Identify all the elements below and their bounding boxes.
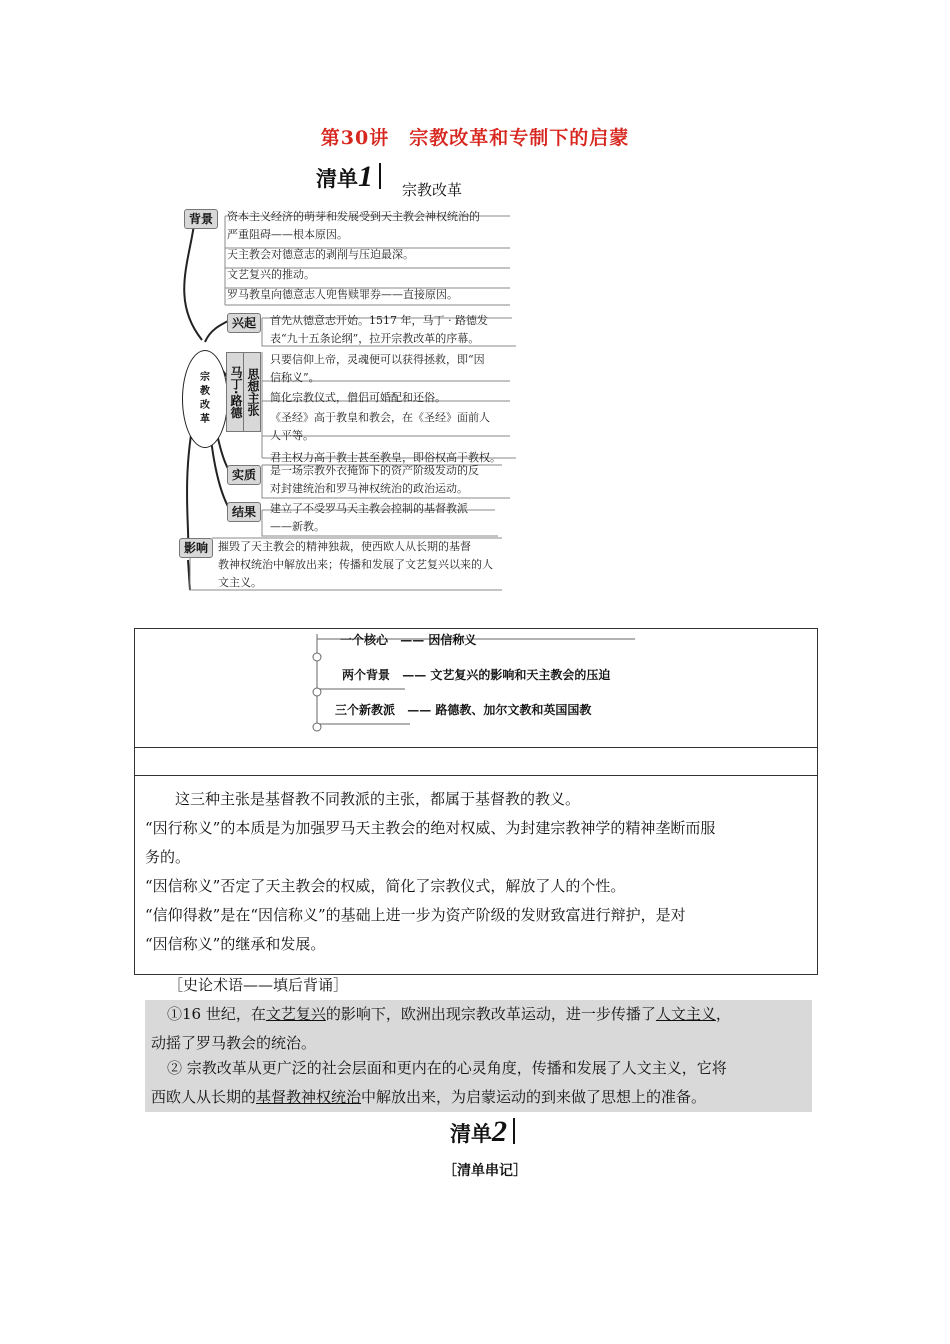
explain-line-5: “信仰得救”是在“因信称义”的基础上进一步为资产阶级的发财致富进行辩护，是对	[145, 906, 686, 924]
term-paragraph-1	[145, 1000, 812, 1058]
explain-text	[145, 785, 810, 959]
summary-value-1: —— 因信称义	[400, 633, 477, 647]
tag-background: 背景	[184, 209, 218, 229]
influence-line-1: 摧毁了天主教会的精神独裁，使西欧人从长期的基督	[218, 540, 471, 553]
summary-value-2: —— 文艺复兴的影响和天主教会的压迫	[402, 668, 611, 682]
result-lines	[270, 500, 520, 536]
term2-blank-2: 神权统治	[301, 1088, 362, 1106]
explain-line-2: “因行称义”的本质是为加强罗马天主教会的绝对权威、为封建宗教神学的精神垄断而服	[145, 819, 716, 837]
explain-line-3: 务的。	[145, 848, 191, 866]
summary-divider	[135, 775, 817, 776]
essence-line-1: 是一场宗教外衣掩饰下的资产阶级发动的反	[270, 464, 479, 477]
term1-text-b: 的影响下，欧洲出现宗教改革运动，进一步传播了	[325, 1005, 656, 1023]
mind-map	[150, 200, 530, 600]
luther-line-4: 《圣经》高于教皇和教会，在《圣经》面前人	[270, 411, 490, 424]
luther-line-5: 人平等。	[270, 429, 314, 442]
term1-blank-1: 文艺复兴	[265, 1005, 326, 1023]
summary-box	[134, 628, 818, 975]
background-lines	[227, 208, 517, 304]
list2-number: 2	[492, 1115, 507, 1148]
essence-lines	[270, 462, 520, 498]
term2-text-b: 中解放出来，为启蒙运动的到来做了思想上的准备。	[361, 1088, 707, 1106]
summary-diagram	[135, 629, 817, 748]
tag-luther: 马丁·路德	[226, 352, 244, 432]
tag-essence: 实质	[227, 465, 261, 485]
center-char-2: 教	[200, 386, 210, 397]
rise-lines	[270, 312, 520, 348]
summary-key-2: 两个背景	[342, 668, 391, 682]
list1-label: 清单	[316, 167, 358, 191]
term-paragraph-2	[145, 1054, 812, 1112]
essence-line-2: 对封建统治和罗马神权统治的政治运动。	[270, 482, 468, 495]
term2-text-a: 西欧人从长期的	[151, 1088, 257, 1106]
list1-number: 1	[358, 160, 373, 193]
rise-line-2: 表“九十五条论纲”，拉开宗教改革的序幕。	[270, 332, 480, 345]
luther-line-1: 只要信仰上帝，灵魂便可以获得拯救，即“因	[270, 353, 485, 366]
summary-row-3	[335, 701, 591, 718]
bg-line-5: 罗马教皇向德意志人兜售赎罪券——直接原因。	[227, 288, 458, 301]
tag-result: 结果	[227, 502, 261, 522]
luther-lines	[270, 351, 520, 467]
page-title: 第30讲 宗教改革和专制下的启蒙	[320, 127, 630, 149]
bg-line-2: 严重阻碍——根本原因。	[227, 228, 348, 241]
summary-row-1	[340, 631, 476, 648]
result-line-2: ——新教。	[270, 520, 325, 533]
list2-bracket-title: ［清单串记］	[443, 1163, 527, 1179]
term1-text-c: ，	[715, 1005, 731, 1023]
center-char-3: 改	[200, 400, 210, 411]
center-node	[182, 350, 228, 448]
summary-key-1: 一个核心	[340, 633, 389, 647]
explain-line-1: 这三种主张是基督教不同教派的主张，都属于基督教的教义。	[175, 790, 581, 808]
term2-line-1: ② 宗教改革从更广泛的社会层面和更内在的心灵角度，传播和发展了人文主义，它将	[167, 1059, 727, 1077]
term1-blank-2: 人文主义	[655, 1005, 716, 1023]
luther-line-6: 君主权力高于教士甚至教皇，即俗权高于教权。	[270, 451, 501, 464]
term1-line-2: 动摇了罗马教会的统治。	[151, 1034, 317, 1052]
tag-ideas: 思想主张	[243, 352, 261, 432]
bg-line-4: 文艺复兴的推动。	[227, 268, 315, 281]
summary-value-3: —— 路德教、加尔文教和英国国教	[407, 703, 592, 717]
luther-line-2: 信称义”。	[270, 371, 320, 384]
luther-line-3: 简化宗教仪式，僧侣可婚配和还俗。	[270, 391, 446, 404]
rise-line-1: 首先从德意志开始。1517 年，马丁 · 路德发	[270, 314, 488, 327]
influence-line-3: 文主义。	[218, 576, 262, 589]
bg-line-3: 天主教会对德意志的剥削与压迫最深。	[227, 248, 414, 261]
summary-key-3: 三个新教派	[335, 703, 396, 717]
list1-heading	[316, 160, 381, 194]
center-char-1: 宗	[200, 372, 210, 383]
list1-subtitle: 宗教改革	[402, 181, 463, 199]
explain-line-4: “因信称义”否定了天主教会的权威，简化了宗教仪式，解放了人的个性。	[145, 877, 626, 895]
term1-text-a: ①16 世纪，在	[167, 1005, 266, 1023]
bg-line-1: 资本主义经济的萌芽和发展受到天主教会神权统治的	[227, 210, 480, 223]
result-line-1: 建立了不受罗马天主教会控制的基督教派	[270, 502, 468, 515]
influence-lines	[218, 538, 508, 592]
terms-header: ［史论术语——填后背诵］	[168, 976, 349, 994]
term2-blank-1: 基督教	[256, 1088, 302, 1106]
explain-line-6: “因信称义”的继承和发展。	[145, 935, 326, 953]
influence-line-2: 教神权统治中解放出来；传播和发展了文艺复兴以来的人	[218, 558, 493, 571]
center-char-4: 革	[200, 414, 210, 425]
summary-row-2	[342, 666, 610, 683]
list2-label: 清单	[450, 1122, 492, 1146]
list2-heading	[450, 1115, 515, 1149]
tag-influence: 影响	[179, 538, 213, 558]
tag-rise: 兴起	[227, 313, 261, 333]
